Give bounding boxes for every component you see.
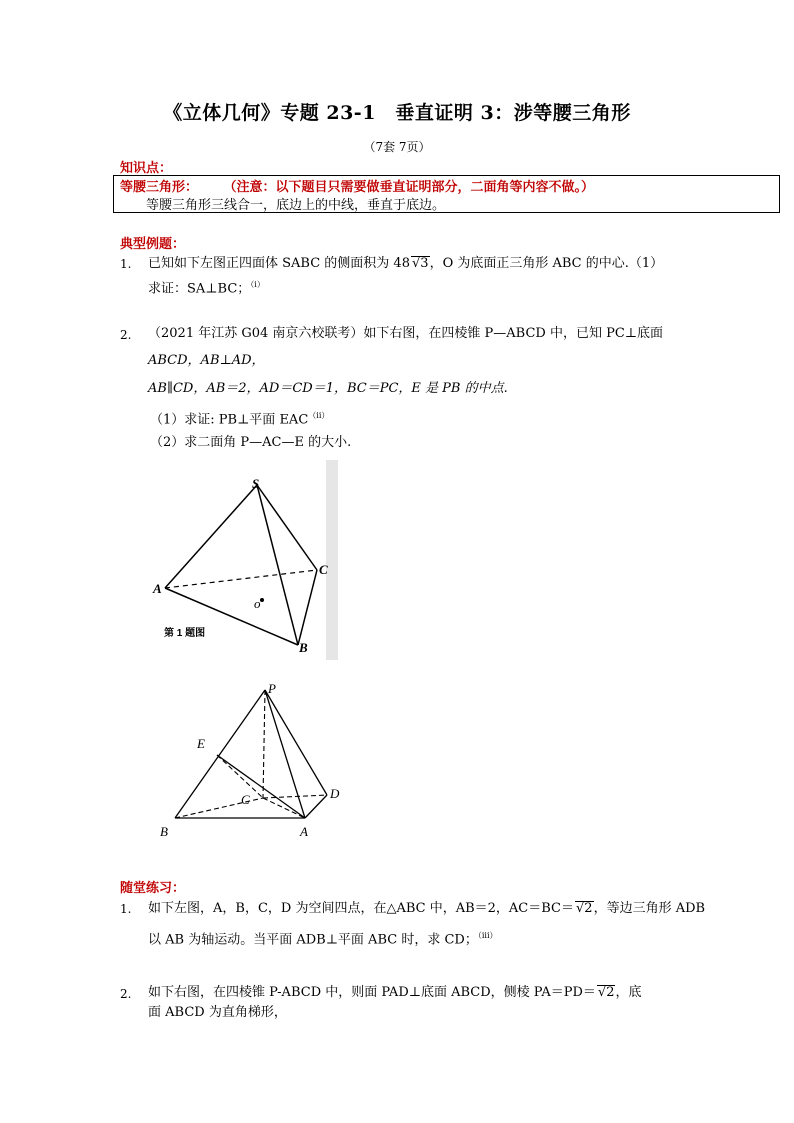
example-1-text-a: 已知如下左图正四面体 SABC 的侧面积为 48: [148, 256, 410, 271]
practice-2-sqrt: √2: [597, 985, 615, 1000]
example-1-line1: [148, 255, 748, 273]
label-B2: B: [160, 824, 168, 839]
edge-AC-hidden: [165, 570, 317, 588]
edge-SB: [257, 485, 298, 645]
label-C2: C: [241, 792, 250, 807]
practice-2-line1: [148, 984, 758, 1002]
example-2-number: 2.: [120, 328, 132, 342]
example-1-number: 1.: [120, 257, 132, 271]
practice-2-text-a: 如下右图，在四棱锥 P-ABCD 中，则面 PAD⊥底面 ABCD，侧棱 PA＝PD＝: [148, 985, 596, 1000]
label-B: B: [299, 640, 308, 655]
edge-SC: [257, 485, 317, 570]
label-S: S: [252, 476, 260, 491]
practice-2-text-b: ，底: [615, 985, 642, 1000]
edge-PA: [265, 690, 305, 818]
knowledge-body: 等腰三角形三线合一，底边上的中线，垂直于底边。: [146, 198, 446, 213]
edge-EC-hidden: [217, 755, 263, 798]
practice-heading: 随堂练习：: [120, 881, 186, 896]
edge-PD: [265, 690, 327, 795]
example-2-q1-text: （1）求证: PB⊥平面 EAC: [150, 412, 309, 428]
knowledge-line1: [120, 176, 594, 195]
example-2-q2: （2）求二面角 P—AC—E 的大小.: [150, 435, 352, 450]
practice-1-line2: [148, 927, 498, 949]
practice-1-sqrt: √2: [576, 901, 593, 916]
label-A: A: [153, 581, 162, 596]
example-2-line3: AB∥CD，AB＝2，AD＝CD＝1，BC＝PC，E 是 PB 的中点.: [148, 381, 508, 396]
edge-CA-hidden: [263, 798, 305, 818]
practice-1-line1: [148, 900, 758, 918]
page-title: 《立体几何》专题 23-1 垂直证明 3：涉等腰三角形: [163, 102, 631, 124]
example-1-text-c: 求证：SA⊥BC；: [148, 281, 251, 297]
practice-1-text-c: 以 AB 为轴运动。当平面 ADB⊥平面 ABC 时，求 CD；: [148, 932, 478, 948]
practice-1-ref: （iii）: [477, 931, 498, 940]
label-E: E: [197, 736, 205, 751]
example-1-text-b: ，O 为底面正三角形 ABC 的中心.（1）: [429, 256, 664, 271]
page-subtitle: （7套 7页）: [363, 140, 431, 154]
example-2-q1: [150, 407, 329, 429]
practice-2-number: 2.: [120, 987, 132, 1001]
example-1-line2: [148, 276, 265, 298]
knowledge-term: 等腰三角形：: [120, 180, 199, 195]
example-2-q1-ref: （ii）: [308, 411, 330, 420]
edge-CB: [298, 570, 317, 645]
practice-1-sqrt-value: 2: [584, 901, 593, 916]
label-P: P: [268, 681, 276, 696]
label-D: D: [330, 786, 340, 801]
edge-SA: [165, 485, 257, 588]
example-1-ref: （i）: [250, 280, 265, 289]
center-point-O: [260, 598, 264, 602]
practice-2-sqrt-value: 2: [606, 985, 615, 1000]
practice-1-text-b: ，等边三角形 ADB: [593, 901, 706, 916]
figure-2-pyramid: [155, 680, 345, 845]
example-2-line2: ABCD，AB⊥AD，: [148, 353, 265, 368]
knowledge-heading: 知识点：: [120, 161, 173, 176]
scan-edge: [326, 460, 338, 660]
example-1-sqrt: √3: [411, 256, 429, 271]
edge-PC-hidden: [263, 690, 265, 798]
example-1-sqrt-value: 3: [420, 256, 429, 271]
practice-1-number: 1.: [120, 902, 132, 916]
example-2-line1: （2021 年江苏 G04 南京六校联考）如下右图，在四棱锥 P—ABCD 中，已知 PC⊥底面: [148, 326, 664, 341]
label-O: o: [254, 596, 261, 611]
knowledge-note: （注意：以下题目只需要做垂直证明部分，二面角等内容不做。）: [230, 180, 595, 195]
label-A2: A: [300, 824, 308, 839]
label-C: C: [319, 562, 328, 577]
practice-1-text-a: 如下左图，A，B，C，D 为空间四点，在△ABC 中，AB＝2，AC＝BC＝: [148, 901, 574, 916]
edge-EA: [217, 755, 305, 818]
edge-BP: [175, 690, 265, 818]
figure-1-caption: 第 1 题图: [164, 628, 206, 639]
edge-BC-hidden: [175, 798, 263, 818]
examples-heading: 典型例题：: [120, 237, 186, 252]
edge-AD: [305, 795, 327, 818]
practice-2-line2: 面 ABCD 为直角梯形，: [148, 1005, 287, 1020]
